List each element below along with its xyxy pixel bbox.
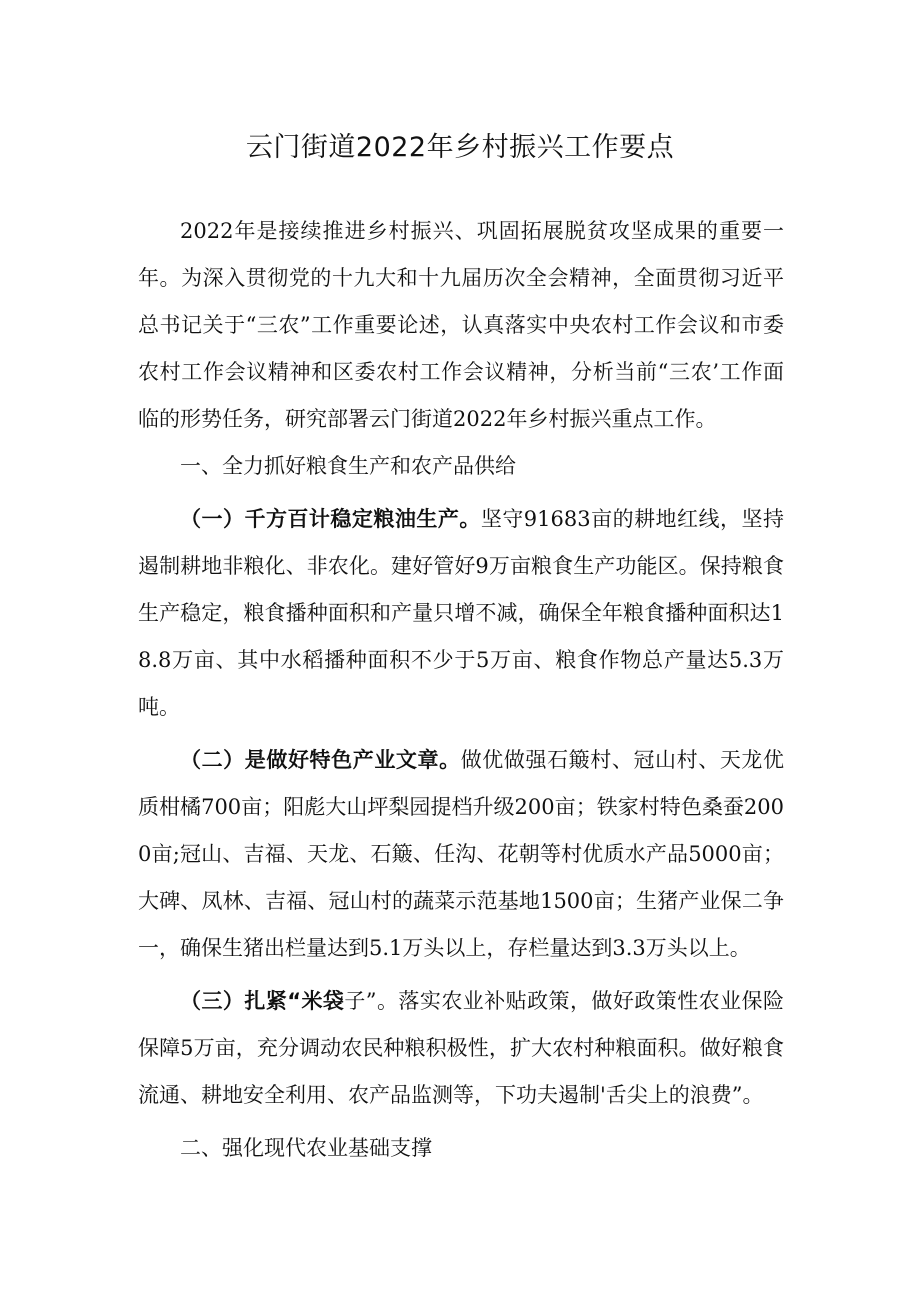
section-heading-1: 一、全力抓好粮食生产和农产品供给 (180, 454, 516, 478)
item-3-lead: （三）扎紧“米袋 (180, 989, 345, 1013)
paragraph-item-1 (138, 496, 784, 731)
item-2-lead: （二）是做好特色产业文章。 (180, 748, 461, 772)
item-2-text: 做优做强石簸村、冠山村、天龙优质柑橘700亩；阳彪大山坪梨园提档升级200亩；铁家村特色桑蚕2000亩;冠山、吉福、天龙、石簸、任沟、花朝等村优质水产品5000亩；大碑、凤林、吉福、冠山村的蔬菜示范基地1500亩；生猪产业保二争一，确保生猪出栏量达到5.1万头以上，存栏量达到3.3万头以上。 (138, 748, 784, 960)
item-1-lead: （一）千方百计稳定粮油生产。 (180, 507, 481, 531)
paragraph-item-3 (138, 978, 784, 1119)
document-body (138, 208, 784, 1172)
section-heading-2: 二、强化现代农业基础支撑 (180, 1136, 432, 1160)
item-1-text: 坚守91683亩的耕地红线，坚持遏制耕地非粮化、非农化。建好管好9万亩粮食生产功能区。保持粮食生产稳定，粮食播种面积和产量只增不减，确保全年粮食播种面积达18.8万亩、其中水稻播种面积不少于5万亩、粮食作物总产量达5.3万吨。 (138, 507, 784, 719)
intro-paragraph: 2022年是接续推进乡村振兴、巩固拓展脱贫攻坚成果的重要一年。为深入贯彻党的十九大和十九届历次全会精神，全面贯彻习近平总书记关于“三农”工作重要论述，认真落实中央农村工作会议和市委农村工作会议精神和区委农村工作会议精神，分析当前“三农’工作面临的形势任务，研究部署云门街道2022年乡村振兴重点工作。 (138, 219, 784, 431)
document-title: 云门街道2022年乡村振兴工作要点 (245, 132, 675, 163)
paragraph-item-2 (138, 737, 784, 972)
item-3-text: 子”。落实农业补贴政策，做好政策性农业保险保障5万亩，充分调动农民种粮积极性，扩大农村种粮面积。做好粮食流通、耕地安全利用、农产品监测等，下功夫遏制'舌尖上的浪费”。 (138, 989, 784, 1107)
